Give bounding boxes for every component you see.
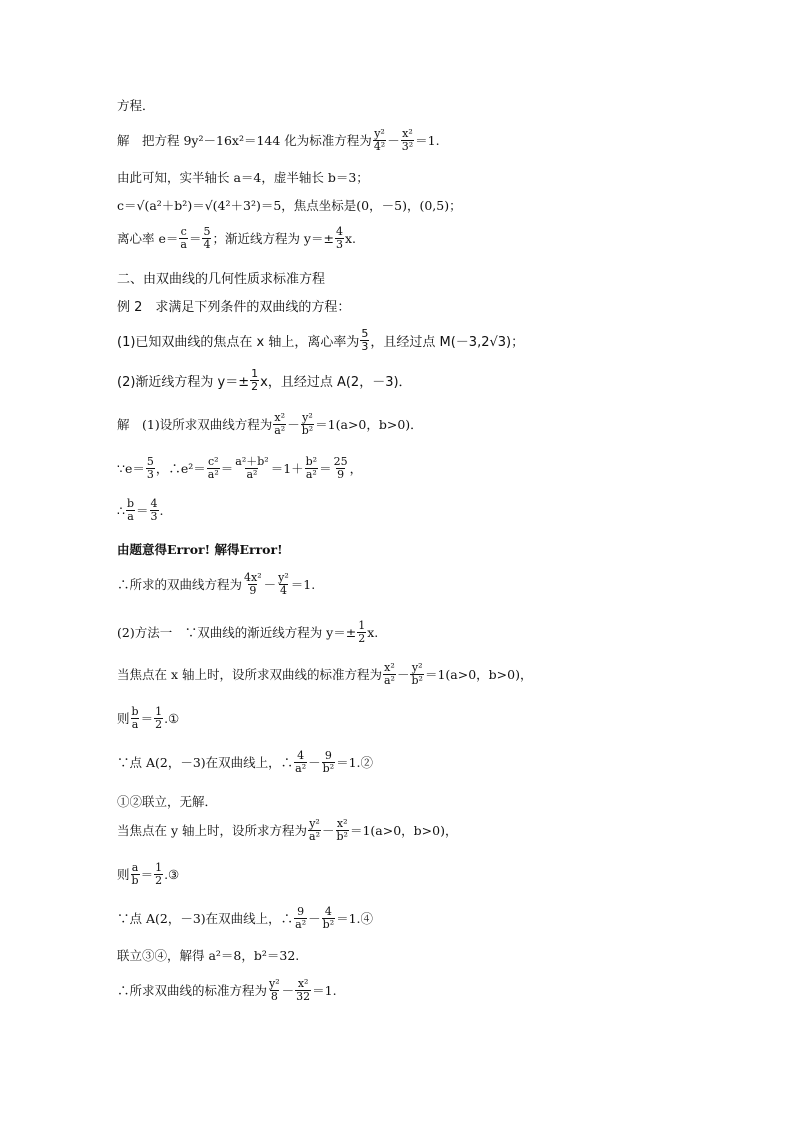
- text: 解 (1)设所求双曲线方程为: [117, 417, 273, 433]
- text: ＝1.②: [336, 755, 374, 771]
- numerator: c²: [207, 455, 219, 468]
- denominator: 9: [337, 467, 345, 481]
- numerator: 4: [150, 497, 158, 510]
- operator: ＝: [136, 503, 149, 519]
- denominator: 2: [358, 631, 366, 645]
- fraction: [301, 412, 314, 436]
- fraction: [305, 456, 318, 480]
- text: (2)渐近线方程为 y＝±: [117, 374, 250, 390]
- fraction: [336, 818, 349, 842]
- text: ＝1(a>0，b>0)，: [349, 823, 458, 839]
- text: ；渐近线方程为 y＝±: [212, 231, 334, 247]
- numerator: x²: [336, 817, 348, 830]
- denominator: 3: [335, 237, 343, 251]
- numerator: 5: [203, 225, 211, 238]
- text: ，: [349, 461, 363, 477]
- text-line-24: [117, 978, 754, 1002]
- fraction: [360, 328, 369, 352]
- text-line-18: [117, 750, 754, 774]
- denominator: 2: [155, 873, 163, 887]
- fraction: [150, 498, 159, 522]
- denominator: b²: [322, 761, 335, 775]
- fraction: [410, 662, 423, 686]
- fraction: [308, 818, 321, 842]
- denominator: 3: [150, 509, 158, 523]
- denominator: a²: [305, 467, 317, 481]
- fraction: [294, 750, 307, 774]
- text-line-14: [117, 572, 754, 596]
- section-heading: [117, 268, 754, 287]
- numerator: x²: [384, 661, 395, 674]
- text: x.: [344, 230, 356, 246]
- denominator: a²: [295, 761, 307, 775]
- operator: －: [387, 133, 400, 149]
- numerator: 1: [155, 705, 163, 718]
- fraction: [333, 456, 349, 480]
- fraction: [154, 862, 163, 886]
- fraction: [322, 750, 335, 774]
- numerator: 4: [324, 905, 332, 918]
- fraction: [322, 906, 335, 930]
- text: ①②联立，无解．: [117, 794, 218, 809]
- denominator: b: [131, 873, 139, 887]
- text: 则: [117, 867, 130, 883]
- text: ∴所求的双曲线方程为: [117, 577, 243, 593]
- fraction: [131, 706, 140, 730]
- denominator: 2: [155, 717, 163, 731]
- text: 离心率 e＝: [117, 231, 179, 247]
- numerator: b: [131, 705, 139, 718]
- numerator: 9: [324, 749, 332, 762]
- numerator: x²: [274, 411, 286, 424]
- text: x，且经过点 A(2，－3)．: [260, 374, 412, 390]
- text: ＝1(a>0，b>0)，: [424, 667, 533, 683]
- text: 解 把方程 9y²－16x²＝144 化为标准方程为: [117, 133, 372, 149]
- fraction: [146, 456, 155, 480]
- fraction: [126, 498, 135, 522]
- denominator: b²: [301, 423, 314, 437]
- denominator: b²: [411, 673, 423, 687]
- example-title: [117, 296, 754, 315]
- text-line-22: [117, 906, 754, 930]
- numerator: 1: [358, 619, 366, 632]
- numerator: y²: [309, 817, 320, 830]
- operator: －: [308, 911, 321, 927]
- numerator: 9: [297, 905, 305, 918]
- text: 当焦点在 y 轴上时，设所求方程为: [117, 823, 308, 839]
- denominator: b²: [322, 917, 335, 931]
- fraction: [295, 978, 311, 1002]
- text: 由此可知，实半轴长 a＝4，虚半轴长 b＝3；: [117, 170, 369, 185]
- numerator: y²: [278, 571, 289, 584]
- text-line-4: [117, 196, 754, 214]
- text: ＝1.: [415, 133, 440, 149]
- example-text: 例 2 求满足下列条件的双曲线的方程：: [117, 300, 351, 315]
- fraction: [357, 620, 366, 644]
- text: .: [159, 502, 164, 518]
- text-line-1: [117, 96, 754, 114]
- numerator: c: [180, 225, 187, 238]
- numerator: 5: [361, 327, 369, 340]
- numerator: b²: [305, 455, 318, 468]
- denominator: 4: [279, 583, 287, 597]
- text-line-23: [117, 946, 754, 964]
- denominator: a: [127, 509, 134, 523]
- numerator: 4: [335, 225, 343, 238]
- numerator: 1: [251, 367, 259, 380]
- text: 联立③④，解得 a²＝8，b²＝32.: [117, 948, 300, 963]
- text-line-16: [117, 662, 754, 686]
- denominator: 4: [203, 237, 211, 251]
- text: 则: [117, 711, 130, 727]
- text-line-19: [117, 792, 754, 810]
- text: ＝1.④: [336, 911, 374, 927]
- fraction: [131, 862, 140, 886]
- text: (1)已知双曲线的焦点在 x 轴上，离心率为: [117, 334, 360, 350]
- text: ∵e＝: [117, 461, 145, 477]
- fraction: [373, 128, 386, 152]
- denominator: a: [180, 237, 187, 251]
- text: ，且经过点 M(－3,2√3)；: [370, 334, 525, 350]
- text-line-3: [117, 168, 754, 186]
- text-line-15: [117, 620, 754, 644]
- numerator: y²: [411, 661, 423, 674]
- text-line-9: [117, 368, 754, 392]
- operator: －: [281, 983, 295, 999]
- fraction: [335, 226, 344, 250]
- fraction: [383, 662, 396, 686]
- numerator: a: [131, 861, 139, 874]
- fraction: [179, 226, 188, 250]
- fraction: [243, 572, 263, 596]
- denominator: a²: [295, 917, 307, 931]
- denominator: 2: [251, 379, 259, 393]
- text: ＝1＋: [270, 461, 304, 477]
- numerator: a²＋b²: [235, 455, 269, 468]
- numerator: 4x²: [244, 571, 262, 584]
- text: 当焦点在 x 轴上时，设所求双曲线的标准方程为: [117, 667, 382, 683]
- text: x.: [367, 624, 379, 640]
- numerator: y²: [302, 411, 313, 424]
- fraction: [207, 456, 220, 480]
- denominator: 3²: [401, 139, 414, 153]
- text-line-11: [117, 456, 754, 480]
- text: 方程．: [117, 98, 155, 113]
- text: ∵点 A(2，－3)在双曲线上，∴: [117, 911, 294, 927]
- text-line-2: [117, 128, 754, 152]
- denominator: a²: [274, 423, 286, 437]
- numerator: y²: [269, 977, 280, 990]
- text: .③: [164, 866, 180, 882]
- operator: ＝: [188, 231, 202, 247]
- operator: －: [321, 823, 335, 839]
- operator: ＝: [140, 711, 154, 727]
- operator: －: [263, 577, 277, 593]
- text: ∴: [117, 502, 125, 518]
- denominator: a²: [246, 467, 258, 481]
- numerator: x²: [402, 127, 413, 140]
- operator: ＝: [140, 867, 154, 883]
- numerator: x²: [297, 977, 309, 990]
- text-line-13: [117, 540, 754, 558]
- text: ，∴e²＝: [155, 461, 206, 477]
- denominator: 3: [361, 339, 369, 353]
- numerator: b: [126, 497, 134, 510]
- fraction: [234, 456, 269, 480]
- numerator: 5: [146, 455, 154, 468]
- fraction: [277, 572, 290, 596]
- operator: ＝: [220, 461, 234, 477]
- text-line-21: [117, 862, 754, 886]
- operator: －: [308, 755, 321, 771]
- text: ＝1.: [290, 577, 316, 593]
- denominator: b²: [336, 829, 348, 843]
- text-line-5: [117, 226, 754, 250]
- numerator: 25: [333, 455, 348, 468]
- fraction: [250, 368, 259, 392]
- denominator: a²: [384, 673, 395, 687]
- text-line-20: [117, 818, 754, 842]
- numerator: 1: [155, 861, 163, 874]
- fraction: [202, 226, 211, 250]
- operator: －: [396, 667, 410, 683]
- operator: －: [287, 417, 300, 433]
- fraction: [268, 978, 281, 1002]
- numerator: y²: [374, 127, 385, 140]
- denominator: a: [131, 717, 139, 731]
- fraction: [294, 906, 307, 930]
- fraction: [154, 706, 163, 730]
- denominator: a²: [207, 467, 219, 481]
- denominator: 9: [249, 583, 257, 597]
- numerator: 4: [297, 749, 305, 762]
- text: ＝1(a>0，b>0)．: [315, 417, 423, 433]
- heading-text: 二、由双曲线的几何性质求标准方程: [117, 272, 326, 287]
- operator: ＝: [319, 461, 332, 477]
- text: c＝√(a²＋b²)＝√(4²＋3²)＝5，焦点坐标是(0，－5)，(0,5)；: [117, 198, 462, 213]
- denominator: 32: [296, 989, 311, 1003]
- text-line-17: [117, 706, 754, 730]
- fraction: [401, 128, 414, 152]
- text: ∵点 A(2，－3)在双曲线上，∴: [117, 755, 294, 771]
- text: .①: [164, 710, 180, 726]
- denominator: 4²: [373, 139, 386, 153]
- text: (2)方法一 ∵双曲线的渐近线方程为 y＝±: [117, 625, 357, 641]
- denominator: 3: [146, 467, 154, 481]
- text: 由题意得Error! 解得Error!: [117, 542, 283, 557]
- text-line-12: [117, 498, 754, 522]
- fraction: [273, 412, 286, 436]
- text: ＝1.: [312, 983, 337, 999]
- text: ∴所求双曲线的标准方程为: [117, 983, 268, 999]
- denominator: a²: [309, 829, 320, 843]
- text-line-8: [117, 328, 754, 352]
- text-line-10: [117, 412, 754, 436]
- denominator: 8: [270, 989, 278, 1003]
